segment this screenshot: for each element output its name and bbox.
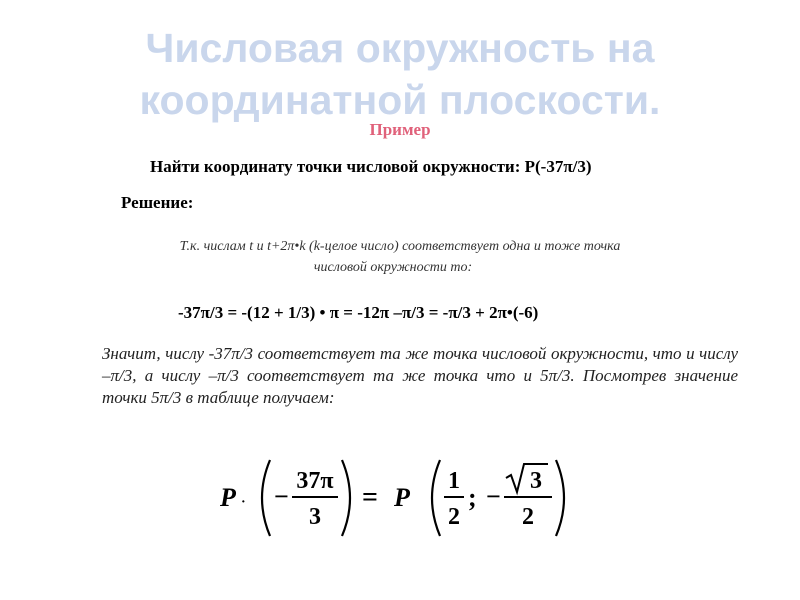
note-line-1: Т.к. числам t и t+2π•k (k-целое число) соответствует одна и тоже точка xyxy=(179,239,621,254)
left-paren-open xyxy=(262,460,270,536)
right-paren-close xyxy=(556,460,564,536)
semicolon: ; xyxy=(468,483,477,512)
equals-sign: = xyxy=(362,482,378,513)
conclusion-paragraph: Значит, числу -37π/3 соответствует та же точка числовой окружности, что и числу –π/3, а числу –π/3 соответствует та же точка что и 5π/3. Посмотрев значение точки 5π/3 в таблице получаем: xyxy=(102,344,738,407)
solution-label: Решение: xyxy=(121,193,194,212)
denominator-2-x: 2 xyxy=(448,504,460,530)
title-line-2: координатной плоскости. xyxy=(139,77,661,123)
reduction-equation: -37π/3 = -(12 + 1/3) • π = -12π –π/3 = -π/3 + 2π•(-6) xyxy=(178,303,539,322)
minus-sign-left: − xyxy=(274,482,289,511)
p-symbol-left: P xyxy=(220,483,236,512)
denominator-3: 3 xyxy=(309,504,321,530)
page-title xyxy=(0,22,800,126)
note-line-2: числовой окружности то: xyxy=(313,260,473,275)
p-symbol-right: P xyxy=(394,483,410,512)
task-statement: Найти координату точки числовой окружности: Р(-37π/3) xyxy=(150,157,592,176)
example-label: Пример xyxy=(369,120,431,139)
periodicity-note xyxy=(0,236,800,278)
multiplication-dot: · xyxy=(241,495,246,510)
result-formula xyxy=(212,448,592,548)
radicand-3: 3 xyxy=(530,468,542,494)
left-paren-close xyxy=(342,460,350,536)
title-line-1: Числовая окружность на xyxy=(145,25,655,71)
right-paren-open xyxy=(432,460,440,536)
numerator-37pi: 37π xyxy=(296,468,334,494)
minus-sign-y: − xyxy=(486,482,501,511)
numerator-1: 1 xyxy=(448,468,460,494)
denominator-2-y: 2 xyxy=(522,504,534,530)
